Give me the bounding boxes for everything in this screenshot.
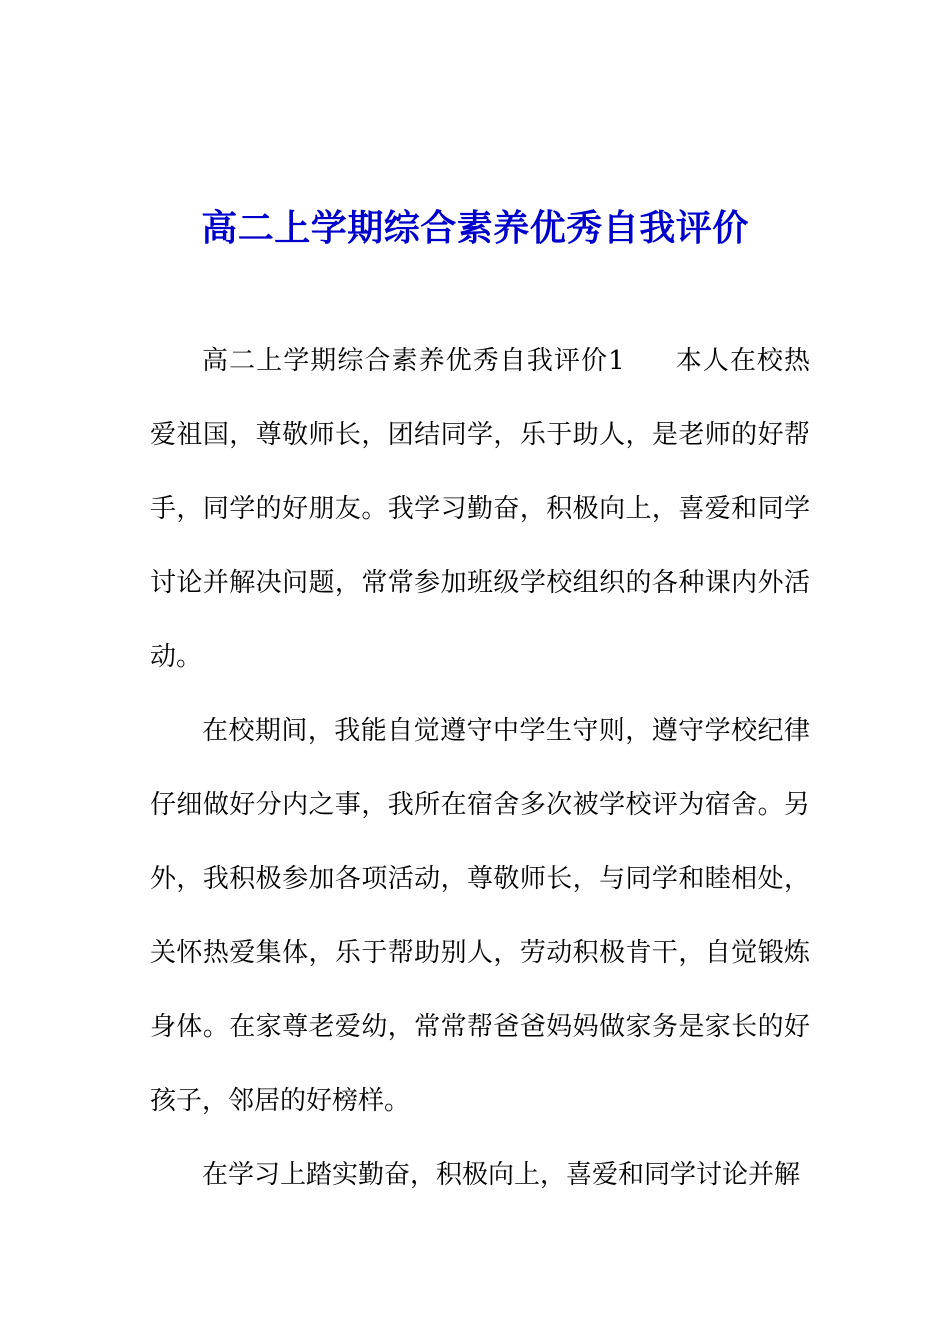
document-body	[150, 324, 810, 1212]
paragraph-1	[150, 324, 810, 694]
paragraph-1-text: 本人在校热爱祖国，尊敬师长，团结同学，乐于助人，是老师的好帮手，同学的好朋友。我学习勤奋，积极向上，喜爱和同学讨论并解决问题，常常参加班级学校组织的各种课内外活动。	[150, 346, 810, 672]
document-title: 高二上学期综合素养优秀自我评价	[201, 207, 749, 250]
paragraph-3: 在学习上踏实勤奋，积极向上，喜爱和同学讨论并解	[202, 1160, 801, 1190]
paragraph-1-heading: 高二上学期综合素养优秀自我评价1	[202, 346, 625, 376]
paragraph-2: 在校期间，我能自觉遵守中学生守则，遵守学校纪律仔细做好分内之事，我所在宿舍多次被学校评为宿舍。另外，我积极参加各项活动，尊敬师长，与同学和睦相处，关怀热爱集体，乐于帮助别人，劳动积极肯干，自觉锻炼身体。在家尊老爱幼，常常帮爸爸妈妈做家务是家长的好孩子，邻居的好榜样。	[150, 716, 810, 1116]
